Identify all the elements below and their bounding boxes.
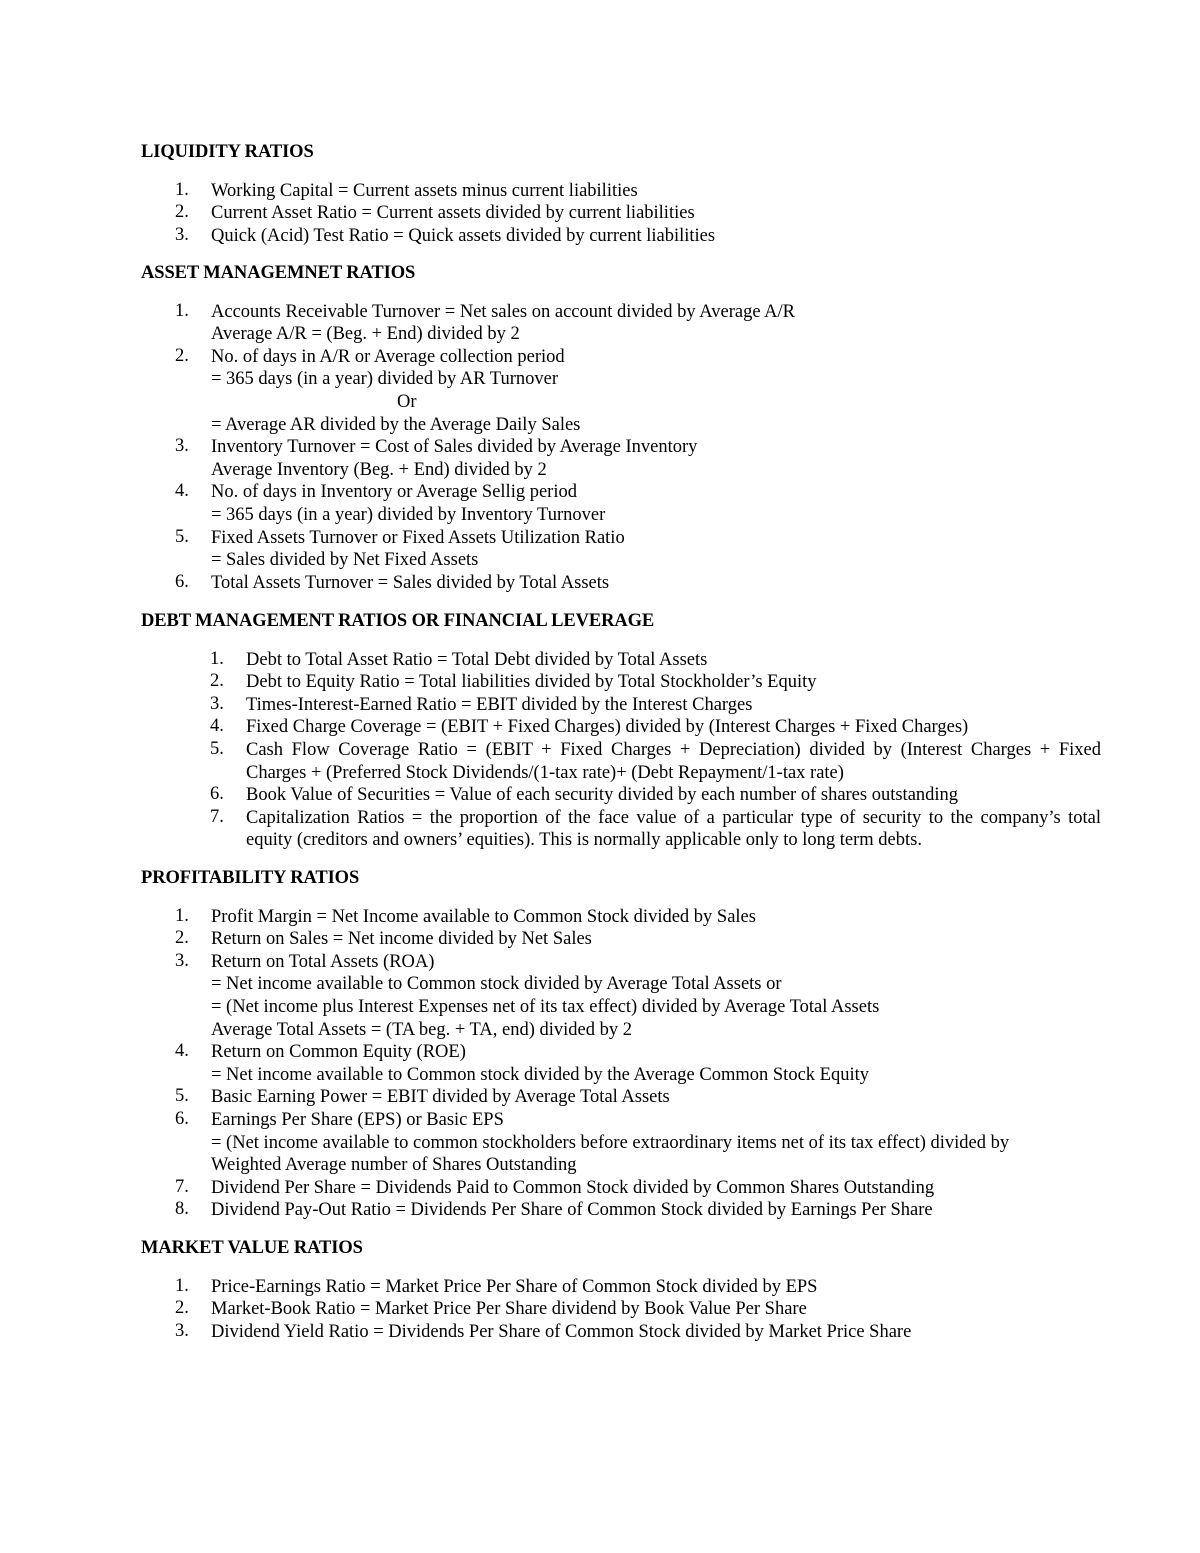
list-item bbox=[141, 481, 1101, 526]
item-text: Dividend Pay-Out Ratio = Dividends Per Share of Common Stock divided by Earnings Per Share bbox=[211, 1200, 933, 1221]
item-number: 4. bbox=[210, 716, 224, 737]
item-text: Weighted Average number of Shares Outstanding bbox=[211, 1155, 577, 1176]
list-item bbox=[141, 527, 1101, 572]
item-number: 3. bbox=[175, 224, 189, 245]
item-number: 1. bbox=[175, 300, 189, 321]
item-text: Quick (Acid) Test Ratio = Quick assets divided by current liabilities bbox=[211, 225, 716, 246]
item-text: = (Net income available to common stockholders before extraordinary items net of its tax effect) divided by bbox=[211, 1132, 1010, 1153]
item-number: 2. bbox=[175, 202, 189, 223]
list-item bbox=[141, 301, 1101, 346]
section-market-value-ratios bbox=[141, 1237, 1101, 1343]
list-item bbox=[141, 572, 1101, 595]
item-number: 1. bbox=[175, 905, 189, 926]
item-text: Accounts Receivable Turnover = Net sales on account divided by Average A/R bbox=[211, 301, 795, 322]
item-text: Price-Earnings Ratio = Market Price Per Share of Common Stock divided by EPS bbox=[211, 1276, 818, 1297]
item-text: No. of days in Inventory or Average Sellig period bbox=[211, 482, 577, 503]
list-item bbox=[141, 1086, 1101, 1109]
list-item bbox=[141, 1177, 1101, 1200]
item-number: 4. bbox=[175, 1041, 189, 1062]
item-text: Inventory Turnover = Cost of Sales divided by Average Inventory bbox=[211, 437, 698, 458]
section-heading: LIQUIDITY RATIOS bbox=[141, 142, 314, 162]
item-number: 2. bbox=[175, 928, 189, 949]
item-text: Debt to Equity Ratio = Total liabilities divided by Total Stockholder’s Equity bbox=[246, 672, 817, 693]
item-text: Average Total Assets = (TA beg. + TA, end) divided by 2 bbox=[211, 1019, 632, 1040]
list-item bbox=[141, 649, 1101, 672]
ratio-list bbox=[141, 180, 1101, 248]
item-number: 6. bbox=[175, 571, 189, 592]
list-item bbox=[141, 784, 1101, 807]
item-number: 3. bbox=[175, 950, 189, 971]
section-asset-management-ratios bbox=[141, 262, 1101, 594]
list-item bbox=[141, 951, 1101, 1041]
item-text: Average A/R = (Beg. + End) divided by 2 bbox=[211, 324, 520, 345]
item-text: Average Inventory (Beg. + End) divided by 2 bbox=[211, 459, 547, 480]
section-heading: PROFITABILITY RATIOS bbox=[141, 868, 360, 888]
item-number: 3. bbox=[210, 693, 224, 714]
item-text: Fixed Charge Coverage = (EBIT + Fixed Charges) divided by (Interest Charges + Fixed Charges) bbox=[246, 717, 969, 738]
item-number: 3. bbox=[175, 436, 189, 457]
item-text: Earnings Per Share (EPS) or Basic EPS bbox=[211, 1109, 504, 1130]
item-number: 6. bbox=[175, 1108, 189, 1129]
item-text: Return on Common Equity (ROE) bbox=[211, 1042, 466, 1063]
item-number: 5. bbox=[175, 526, 189, 547]
list-item bbox=[141, 1276, 1101, 1299]
item-number: 4. bbox=[175, 481, 189, 502]
item-text: Book Value of Securities = Value of each security divided by each number of shares outstanding bbox=[246, 785, 959, 806]
ratio-list bbox=[141, 649, 1101, 852]
list-item bbox=[141, 716, 1101, 739]
list-item bbox=[141, 1321, 1101, 1344]
item-text: Total Assets Turnover = Sales divided by Total Assets bbox=[211, 572, 610, 593]
list-item bbox=[141, 225, 1101, 248]
section-heading: MARKET VALUE RATIOS bbox=[141, 1238, 363, 1258]
section-liquidity-ratios bbox=[141, 141, 1101, 247]
item-text: Times-Interest-Earned Ratio = EBIT divided by the Interest Charges bbox=[246, 694, 753, 715]
item-text: Or bbox=[397, 391, 417, 412]
list-item bbox=[141, 1298, 1101, 1321]
item-text: = 365 days (in a year) divided by Inventory Turnover bbox=[211, 504, 606, 525]
item-text: Working Capital = Current assets minus current liabilities bbox=[211, 180, 638, 201]
item-number: 1. bbox=[175, 1275, 189, 1296]
item-number: 8. bbox=[175, 1199, 189, 1220]
list-item bbox=[141, 671, 1101, 694]
item-text: No. of days in A/R or Average collection period bbox=[211, 346, 565, 367]
item-number: 2. bbox=[175, 345, 189, 366]
section-heading: ASSET MANAGEMNET RATIOS bbox=[141, 263, 416, 283]
list-item bbox=[141, 1199, 1101, 1222]
list-item bbox=[141, 1041, 1101, 1086]
item-text: = (Net income plus Interest Expenses net of its tax effect) divided by Average Total Assets bbox=[211, 996, 880, 1017]
section-profitability-ratios bbox=[141, 867, 1101, 1222]
item-number: 1. bbox=[175, 179, 189, 200]
item-text: = Net income available to Common stock divided by Average Total Assets or bbox=[211, 974, 782, 995]
list-item bbox=[141, 906, 1101, 929]
item-number: 1. bbox=[210, 648, 224, 669]
list-item bbox=[141, 346, 1101, 436]
ratio-list bbox=[141, 301, 1101, 595]
item-text: Basic Earning Power = EBIT divided by Average Total Assets bbox=[211, 1087, 670, 1108]
item-text: = Net income available to Common stock divided by the Average Common Stock Equity bbox=[211, 1064, 869, 1085]
item-text: Cash Flow Coverage Ratio = (EBIT + Fixed Charges + Depreciation) divided by (Interest Charges + Fixed Charges + (Preferred Stock Dividends/(1-tax rate)+ (Debt Repayment/1-tax rate) bbox=[246, 739, 1101, 783]
item-number: 5. bbox=[210, 738, 224, 759]
section-heading: DEBT MANAGEMENT RATIOS OR FINANCIAL LEVERAGE bbox=[141, 611, 655, 631]
item-text: Fixed Assets Turnover or Fixed Assets Utilization Ratio bbox=[211, 527, 625, 548]
item-number: 2. bbox=[210, 671, 224, 692]
item-text: Profit Margin = Net Income available to Common Stock divided by Sales bbox=[211, 906, 756, 927]
list-item bbox=[141, 928, 1101, 951]
item-text: Market-Book Ratio = Market Price Per Share dividend by Book Value Per Share bbox=[211, 1299, 807, 1320]
item-text: Dividend Per Share = Dividends Paid to Common Stock divided by Common Shares Outstanding bbox=[211, 1177, 935, 1198]
item-number: 2. bbox=[175, 1298, 189, 1319]
item-text: = Sales divided by Net Fixed Assets bbox=[211, 550, 479, 571]
section-debt-management-ratios bbox=[141, 610, 1101, 852]
item-text: Debt to Total Asset Ratio = Total Debt divided by Total Assets bbox=[246, 649, 708, 670]
item-number: 7. bbox=[175, 1176, 189, 1197]
list-item bbox=[141, 694, 1101, 717]
item-number: 6. bbox=[210, 784, 224, 805]
item-text: Dividend Yield Ratio = Dividends Per Share of Common Stock divided by Market Price Share bbox=[211, 1321, 912, 1342]
item-text: Capitalization Ratios = the proportion of the face value of a particular type of security to the company’s total equity (creditors and owners’ equities). This is normally applicable only to long term debts. bbox=[246, 807, 1101, 851]
list-item bbox=[141, 1109, 1101, 1177]
ratio-list bbox=[141, 1276, 1101, 1344]
list-item bbox=[141, 202, 1101, 225]
item-text: Return on Sales = Net income divided by Net Sales bbox=[211, 929, 592, 950]
item-text: = Average AR divided by the Average Daily Sales bbox=[211, 414, 581, 435]
item-text: Return on Total Assets (ROA) bbox=[211, 951, 435, 972]
item-text: Current Asset Ratio = Current assets divided by current liabilities bbox=[211, 203, 695, 224]
item-number: 7. bbox=[210, 806, 224, 827]
item-number: 3. bbox=[175, 1320, 189, 1341]
list-item bbox=[141, 436, 1101, 481]
ratio-list bbox=[141, 906, 1101, 1222]
item-number: 5. bbox=[175, 1086, 189, 1107]
list-item bbox=[141, 739, 1101, 784]
list-item bbox=[141, 807, 1101, 852]
list-item bbox=[141, 180, 1101, 203]
item-text: = 365 days (in a year) divided by AR Turnover bbox=[211, 369, 558, 390]
